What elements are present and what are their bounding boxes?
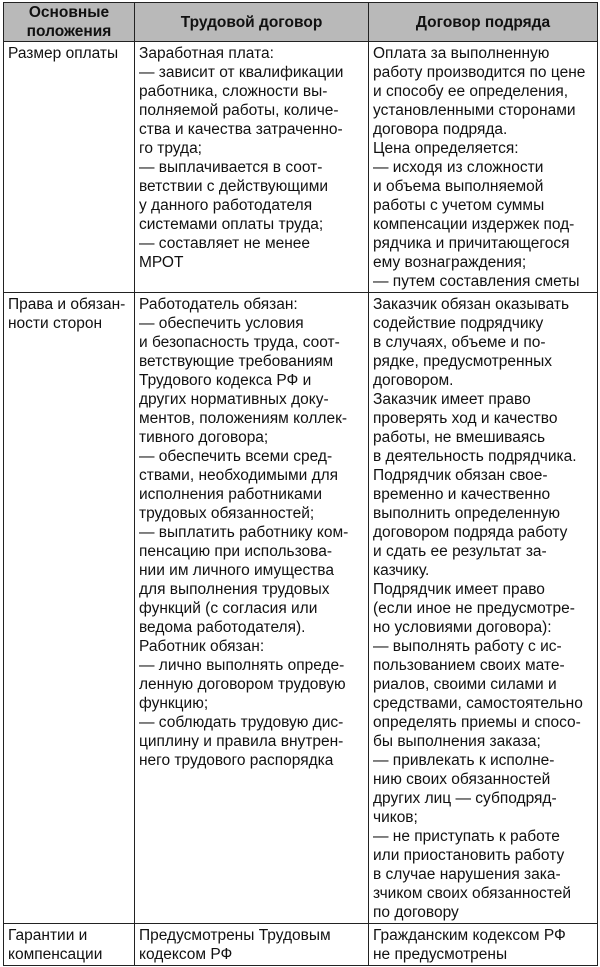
cell-line: компенсации издержек под- — [373, 216, 575, 233]
cell-line: договором. — [373, 372, 454, 389]
cell-line: рядке, предусмотренных — [373, 353, 553, 370]
cell-line: полняемой работы, количе- — [139, 102, 339, 119]
cell-line: зчиком своих обязанностей — [373, 885, 571, 902]
cell-line: ства и качества затраченно- — [139, 121, 343, 138]
cell-line: — обеспечить условия — [139, 315, 304, 332]
row-rights-duties — [4, 293, 598, 924]
cell-line: — выполнять работу с ис- — [373, 638, 562, 655]
cell-line: трудовых обязанностей; — [139, 505, 315, 522]
cell-line: — привлекать к исполне- — [373, 752, 555, 769]
cell-line: функцию; — [139, 695, 209, 712]
cell-line: — исходя из сложности — [373, 159, 544, 176]
cell-line: циплину и правила внутрен- — [139, 733, 344, 750]
header-basic-line-2: положения — [26, 23, 112, 40]
cell-line: Заказчик обязан оказывать — [373, 296, 570, 313]
cell-line: ветствии с действующими — [139, 178, 329, 195]
cell-line: работника, сложности вы- — [139, 83, 328, 100]
cell-line: по договору — [373, 904, 459, 921]
comparison-table — [3, 2, 598, 966]
cell-line: ленную договором трудовую — [139, 676, 346, 693]
cell-line: функций (с согласия или — [139, 600, 318, 617]
cell-line: установленными сторонами — [373, 102, 576, 119]
cell-line: — лично выполнять опреде- — [139, 657, 345, 674]
cell-line: пользованием своих мате- — [373, 657, 565, 674]
cell-line: риалов, своими силами и — [373, 676, 557, 693]
cell-line: пенсацию при использова- — [139, 543, 332, 560]
cell-line: ности сторон — [8, 315, 103, 332]
cell-line: го труда; — [139, 140, 202, 157]
cell-line: Подрядчик обязан свое- — [373, 467, 548, 484]
cell-line: работы с учетом суммы — [373, 197, 545, 214]
cell-line: и объема выполняемой — [373, 178, 544, 195]
cell-line: исполнения работниками — [139, 486, 322, 503]
cell-line: Права и обязан- — [8, 296, 126, 313]
cell-line: — выплачивается в соот- — [139, 159, 323, 176]
cell-line: (если иное не предусмотре- — [373, 600, 575, 617]
cell-label — [4, 42, 135, 293]
header-basic-provisions — [4, 3, 135, 42]
cell-line: ведома работодателя). — [139, 619, 306, 636]
cell-contract — [369, 924, 598, 966]
header-labor-contract: Трудовой договор — [135, 3, 369, 42]
header-row — [4, 3, 598, 42]
cell-line: и сдать ее результат за- — [373, 543, 547, 560]
cell-line: ментов, положениям коллек- — [139, 410, 348, 427]
cell-contract — [369, 293, 598, 924]
cell-line: бы выполнения заказа; — [373, 733, 541, 750]
cell-line: Гарантии и — [8, 927, 88, 944]
cell-line: или приостановить работу — [373, 847, 565, 864]
cell-line: проверять ход и качество — [373, 410, 558, 427]
cell-line: в деятельность подрядчика. — [373, 448, 577, 465]
cell-line: нию своих обязанностей — [373, 771, 551, 788]
cell-line: но условиями договора): — [373, 619, 552, 636]
cell-line: кодексом РФ — [139, 946, 233, 963]
cell-line: работы, не вмешиваясь — [373, 429, 546, 446]
cell-line: Подрядчик имеет право — [373, 581, 545, 598]
cell-label — [4, 293, 135, 924]
cell-line: него трудового распорядка — [139, 752, 334, 769]
cell-line: Оплата за выполненную — [373, 45, 550, 62]
cell-line: ему вознаграждения; — [373, 254, 527, 271]
cell-line: выполнить определенную — [373, 505, 561, 522]
cell-line: Трудового кодекса РФ и — [139, 372, 312, 389]
cell-line: работу производится по цене — [373, 64, 586, 81]
cell-line: системами оплаты труда; — [139, 216, 324, 233]
cell-line: МРОТ — [139, 254, 184, 271]
cell-line: тивного договора; — [139, 429, 269, 446]
cell-labor — [135, 42, 369, 293]
cell-line: Размер оплаты — [8, 45, 119, 62]
cell-line: договором подряда работу — [373, 524, 568, 541]
cell-line: у данного работодателя — [139, 197, 313, 214]
cell-line: — зависит от квалификации — [139, 64, 344, 81]
header-work-contract: Договор подряда — [369, 3, 598, 42]
cell-line: Работодатель обязан: — [139, 296, 298, 313]
cell-line: для выполнения трудовых — [139, 581, 330, 598]
cell-line: временно и качественно — [373, 486, 551, 503]
cell-line: — составляет не менее — [139, 235, 311, 252]
cell-line: не предусмотрены — [373, 946, 508, 963]
cell-line: содействие подрядчику — [373, 315, 544, 332]
cell-line: Предусмотрены Трудовым — [139, 927, 331, 944]
cell-line: нии им личного имущества — [139, 562, 334, 579]
cell-line: компенсации — [8, 946, 103, 963]
cell-line: в случаях, объеме и по- — [373, 334, 546, 351]
cell-line: — обеспечить всеми сред- — [139, 448, 333, 465]
cell-line: — путем составления сметы — [373, 273, 580, 290]
cell-line: и безопасность труда, соот- — [139, 334, 340, 351]
cell-line: рядчика и причитающегося — [373, 235, 570, 252]
cell-line: и способу ее определения, — [373, 83, 569, 100]
cell-line: в случае нарушения зака- — [373, 866, 561, 883]
cell-line: определять приемы и спосо- — [373, 714, 581, 731]
cell-labor — [135, 293, 369, 924]
row-payment — [4, 42, 598, 293]
header-basic-line-1: Основные — [28, 4, 110, 21]
cell-line: средствами, самостоятельно — [373, 695, 583, 712]
row-guarantees — [4, 924, 598, 966]
cell-line: — выплатить работнику ком- — [139, 524, 349, 541]
cell-line: Заработная плата: — [139, 45, 274, 62]
cell-labor — [135, 924, 369, 966]
cell-line: казчику. — [373, 562, 430, 579]
cell-line: договора подряда. — [373, 121, 508, 138]
cell-line: — не приступать к работе — [373, 828, 560, 845]
cell-line: чиков; — [373, 809, 418, 826]
cell-line: Работник обязан: — [139, 638, 265, 655]
cell-line: Цена определяется: — [373, 140, 519, 157]
cell-line: ствами, необходимыми для — [139, 467, 339, 484]
cell-label — [4, 924, 135, 966]
cell-line: — соблюдать трудовую дис- — [139, 714, 344, 731]
cell-line: других нормативных доку- — [139, 391, 329, 408]
cell-line: Заказчик имеет право — [373, 391, 531, 408]
cell-line: ветствующие требованиям — [139, 353, 334, 370]
cell-contract — [369, 42, 598, 293]
cell-line: других лиц — субподряд- — [373, 790, 557, 807]
cell-line: Гражданским кодексом РФ — [373, 927, 566, 944]
